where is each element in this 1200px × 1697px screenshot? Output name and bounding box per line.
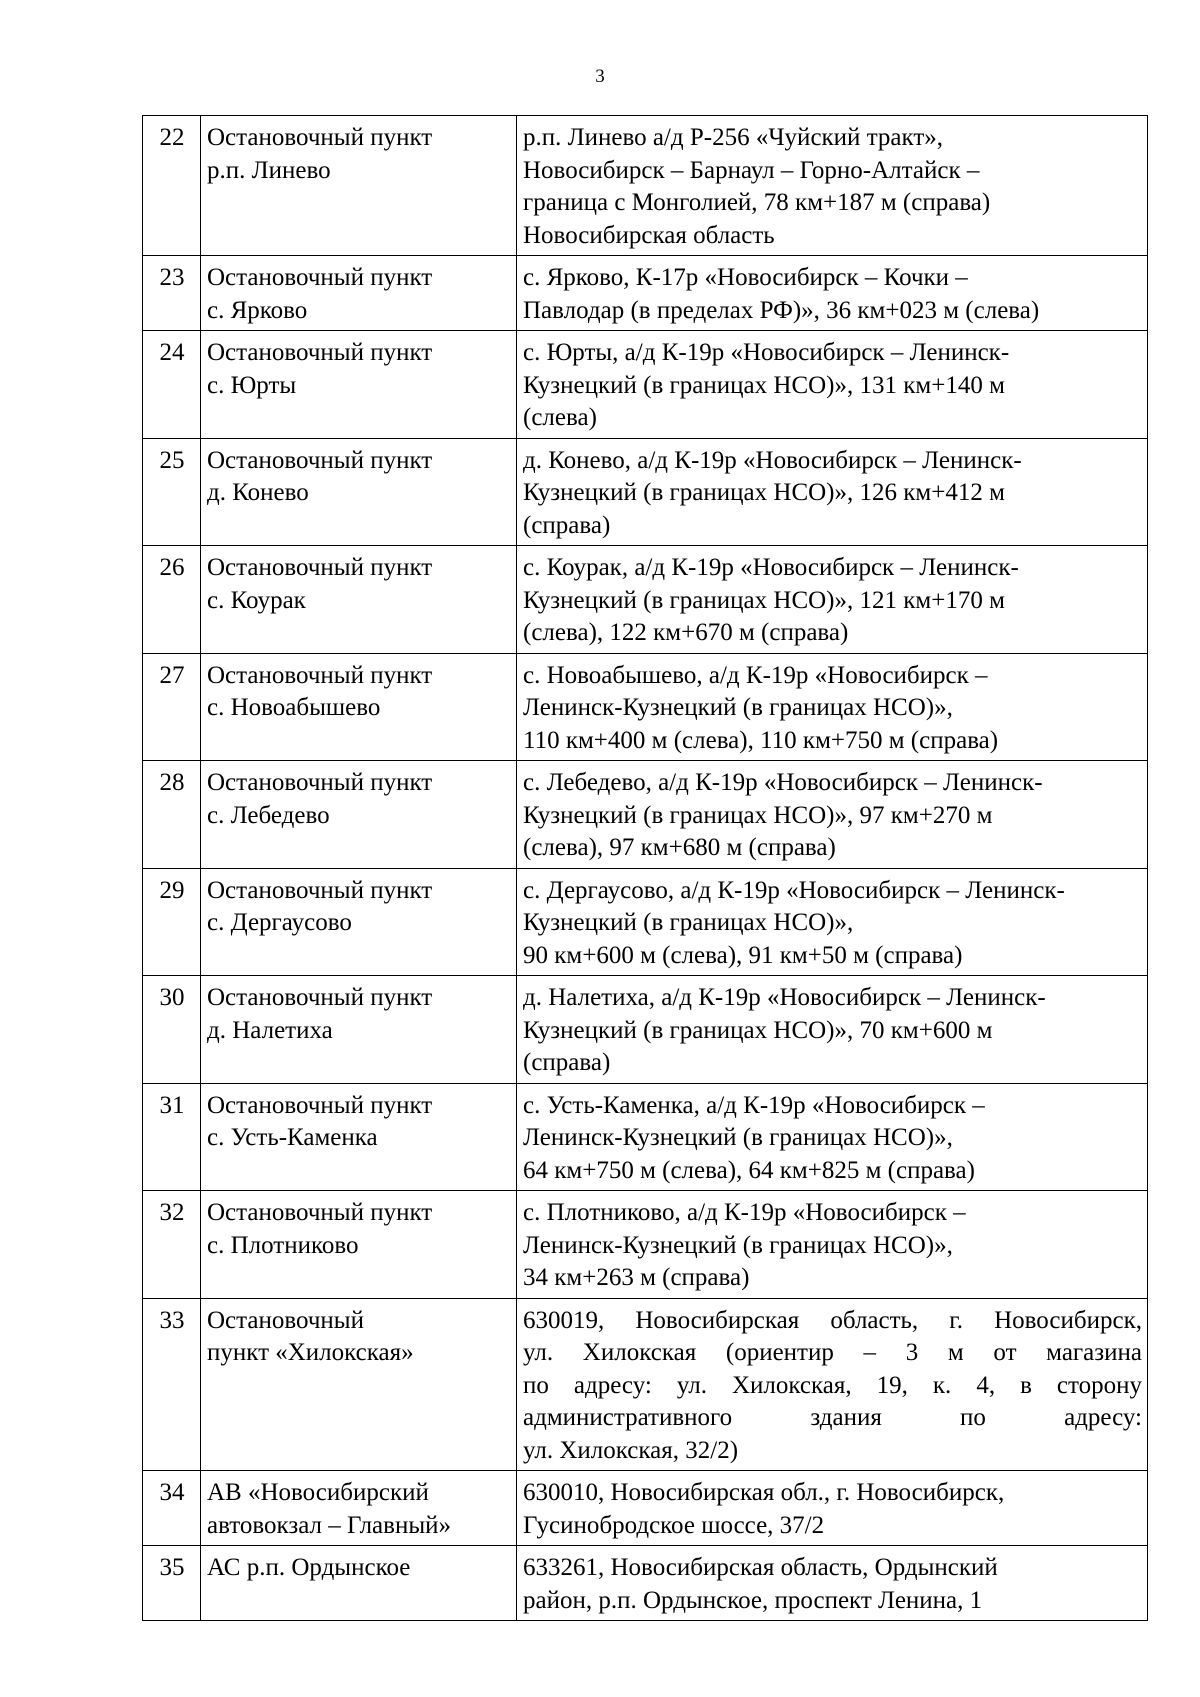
stop-name-line: Остановочный пункт (207, 1091, 433, 1119)
stop-name-line: Остановочный пункт (207, 1199, 433, 1226)
stop-name-line: с. Коурак (207, 586, 306, 614)
stop-name-line: с. Новоабышево (207, 694, 381, 721)
stop-address-line: (слева), 97 км+680 м (справа) (523, 834, 836, 861)
stop-name-line: Остановочный пункт (207, 124, 433, 151)
stop-address-cell (517, 256, 1148, 331)
stop-address-cell (517, 868, 1148, 976)
stop-name-cell (201, 1298, 517, 1471)
stop-address-line: Ленинск-Кузнецкий (в границах НСО)», (523, 1124, 953, 1151)
stop-address-line: д. Конево, а/д К-19р «Новосибирск – Ленинск- (523, 446, 1022, 474)
stop-address-line: 633261, Новосибирская область, Ордынский (523, 1554, 998, 1581)
stop-name-cell (201, 546, 517, 654)
stop-name-line: Остановочный пункт (207, 446, 433, 474)
stop-address-line: Ленинск-Кузнецкий (в границах НСО)», (523, 1231, 953, 1259)
stop-address-line: Кузнецкий (в границах НСО)», 131 км+140 м (523, 371, 1005, 399)
stop-address-cell (517, 1546, 1148, 1621)
stop-name-cell (201, 976, 517, 1084)
stop-name-line: д. Конево (207, 479, 309, 506)
table-row (143, 546, 1148, 654)
stop-name-line: с. Ярково (207, 296, 308, 324)
stop-address-line: по адресу: ул. Хилокская, 19, к. 4, в сторону (523, 1371, 1142, 1399)
stop-name-line: с. Плотниково (207, 1231, 359, 1259)
stop-address-line: с. Новоабышево, а/д К-19р «Новосибирск – (523, 661, 988, 689)
stop-address-line: Новосибирск – Барнаул – Горно-Алтайск – (523, 156, 980, 184)
stop-address-line: 34 км+263 м (справа) (523, 1264, 750, 1291)
stop-address-line: с. Юрты, а/д К-19р «Новосибирск – Ленинск- (523, 339, 1010, 366)
stop-address-line: Кузнецкий (в границах НСО)», (523, 909, 854, 936)
stop-name-cell (201, 116, 517, 256)
row-number: 32 (143, 1191, 201, 1299)
page-number: 3 (595, 66, 605, 87)
stop-address-line: Кузнецкий (в границах НСО)», 121 км+170 м (523, 586, 1005, 614)
row-number: 30 (143, 976, 201, 1084)
stop-name-line: Остановочный (207, 1306, 364, 1334)
stop-name-cell (201, 1471, 517, 1546)
stop-name-line: АС р.п. Ордынское (207, 1554, 411, 1581)
stop-address-line: район, р.п. Ордынское, проспект Ленина, 1 (523, 1586, 983, 1614)
table-row (143, 761, 1148, 869)
stop-address-line: с. Лебедево, а/д К-19р «Новосибирск – Ленинск- (523, 769, 1043, 796)
stop-address-line: Ленинск-Кузнецкий (в границах НСО)», (523, 694, 953, 721)
stop-name-line: с. Юрты (207, 371, 297, 399)
row-number: 22 (143, 116, 201, 256)
stop-address-line: с. Ярково, К-17р «Новосибирск – Кочки – (523, 264, 968, 291)
table-row (143, 116, 1148, 256)
table-row (143, 868, 1148, 976)
stop-address-cell (517, 976, 1148, 1084)
stop-name-line: автовокзал – Главный» (207, 1511, 451, 1539)
table-row (143, 331, 1148, 439)
stop-name-cell (201, 868, 517, 976)
stop-address-line: Кузнецкий (в границах НСО)», 70 км+600 м (523, 1016, 993, 1044)
stop-name-line: д. Налетиха (207, 1016, 333, 1044)
row-number: 35 (143, 1546, 201, 1621)
stop-name-line: с. Лебедево (207, 801, 330, 829)
table-row (143, 1471, 1148, 1546)
stop-address-cell (517, 1083, 1148, 1191)
stop-address-line: Гусинобродское шоссе, 37/2 (523, 1511, 825, 1539)
stop-address-cell (517, 116, 1148, 256)
stop-address-line: ул. Хилокская (ориентир – 3 м от магазина (523, 1339, 1142, 1366)
stop-address-line: Кузнецкий (в границах НСО)», 126 км+412 м (523, 479, 1005, 506)
bus-stops-table-body (143, 116, 1148, 1621)
stop-name-cell (201, 331, 517, 439)
table-row (143, 976, 1148, 1084)
stop-address-line: с. Плотниково, а/д К-19р «Новосибирск – (523, 1199, 966, 1226)
stop-address-line: 630010, Новосибирская обл., г. Новосибирск, (523, 1479, 1005, 1506)
stop-address-line: 110 км+400 м (слева), 110 км+750 м (справа) (523, 726, 999, 754)
table-row (143, 438, 1148, 546)
row-number: 25 (143, 438, 201, 546)
row-number: 33 (143, 1298, 201, 1471)
stop-name-line: р.п. Линево (207, 156, 331, 184)
stop-name-cell (201, 1546, 517, 1621)
row-number: 28 (143, 761, 201, 869)
stop-name-cell (201, 1191, 517, 1299)
stop-name-line: Остановочный пункт (207, 661, 433, 689)
row-number: 26 (143, 546, 201, 654)
table-row (143, 653, 1148, 761)
table-row (143, 256, 1148, 331)
stop-name-line: Остановочный пункт (207, 876, 433, 904)
stop-name-line: с. Усть-Каменка (207, 1124, 378, 1151)
stop-address-line: (справа) (523, 511, 611, 539)
stop-name-cell (201, 653, 517, 761)
stop-address-line: ул. Хилокская, 32/2) (523, 1436, 739, 1464)
row-number: 34 (143, 1471, 201, 1546)
stop-name-line: Остановочный пункт (207, 339, 433, 366)
stop-name-cell (201, 761, 517, 869)
stop-address-cell (517, 1191, 1148, 1299)
stop-address-line: Павлодар (в пределах РФ)», 36 км+023 м (слева) (523, 296, 1040, 324)
table-row (143, 1546, 1148, 1621)
stop-address-line: с. Дергаусово, а/д К-19р «Новосибирск – Ленинск- (523, 876, 1065, 904)
stop-address-cell (517, 331, 1148, 439)
table-row (143, 1191, 1148, 1299)
row-number: 29 (143, 868, 201, 976)
table-row (143, 1298, 1148, 1471)
stop-address-cell (517, 1471, 1148, 1546)
stop-name-line: пункт «Хилокская» (207, 1339, 414, 1366)
stop-name-line: Остановочный пункт (207, 984, 433, 1011)
stop-address-line: (справа) (523, 1049, 611, 1076)
stop-address-line: с. Усть-Каменка, а/д К-19р «Новосибирск – (523, 1091, 985, 1119)
table-row (143, 1083, 1148, 1191)
stop-name-line: АВ «Новосибирский (207, 1479, 429, 1506)
stop-name-cell (201, 256, 517, 331)
stop-name-cell (201, 438, 517, 546)
stop-name-line: Остановочный пункт (207, 769, 433, 796)
row-number: 24 (143, 331, 201, 439)
stop-address-line: Новосибирская область (523, 221, 775, 249)
stop-address-cell (517, 438, 1148, 546)
stop-name-line: Остановочный пункт (207, 264, 433, 291)
stop-address-cell (517, 653, 1148, 761)
stop-address-line: административного здания по адресу: (523, 1404, 1142, 1431)
stop-name-line: с. Дергаусово (207, 909, 352, 936)
stop-name-cell (201, 1083, 517, 1191)
row-number: 27 (143, 653, 201, 761)
stop-address-cell (517, 1298, 1148, 1471)
stop-address-line: 64 км+750 м (слева), 64 км+825 м (справа) (523, 1156, 975, 1184)
stop-address-line: Кузнецкий (в границах НСО)», 97 км+270 м (523, 801, 993, 829)
bus-stops-table (142, 115, 1148, 1621)
stop-address-line: 630019, Новосибирская область, г. Новосибирск, (523, 1306, 1142, 1334)
row-number: 31 (143, 1083, 201, 1191)
stop-address-line: граница с Монголией, 78 км+187 м (справа) (523, 189, 991, 216)
stop-name-line: Остановочный пункт (207, 554, 433, 581)
stop-address-line: (слева) (523, 404, 597, 431)
stop-address-line: (слева), 122 км+670 м (справа) (523, 619, 849, 646)
row-number: 23 (143, 256, 201, 331)
stop-address-line: с. Коурак, а/д К-19р «Новосибирск – Ленинск- (523, 554, 1019, 581)
stop-address-cell (517, 761, 1148, 869)
stop-address-line: д. Налетиха, а/д К-19р «Новосибирск – Ленинск- (523, 984, 1046, 1011)
stop-address-line: р.п. Линево а/д Р-256 «Чуйский тракт», (523, 124, 944, 151)
stop-address-cell (517, 546, 1148, 654)
stop-address-line: 90 км+600 м (слева), 91 км+50 м (справа) (523, 941, 963, 969)
